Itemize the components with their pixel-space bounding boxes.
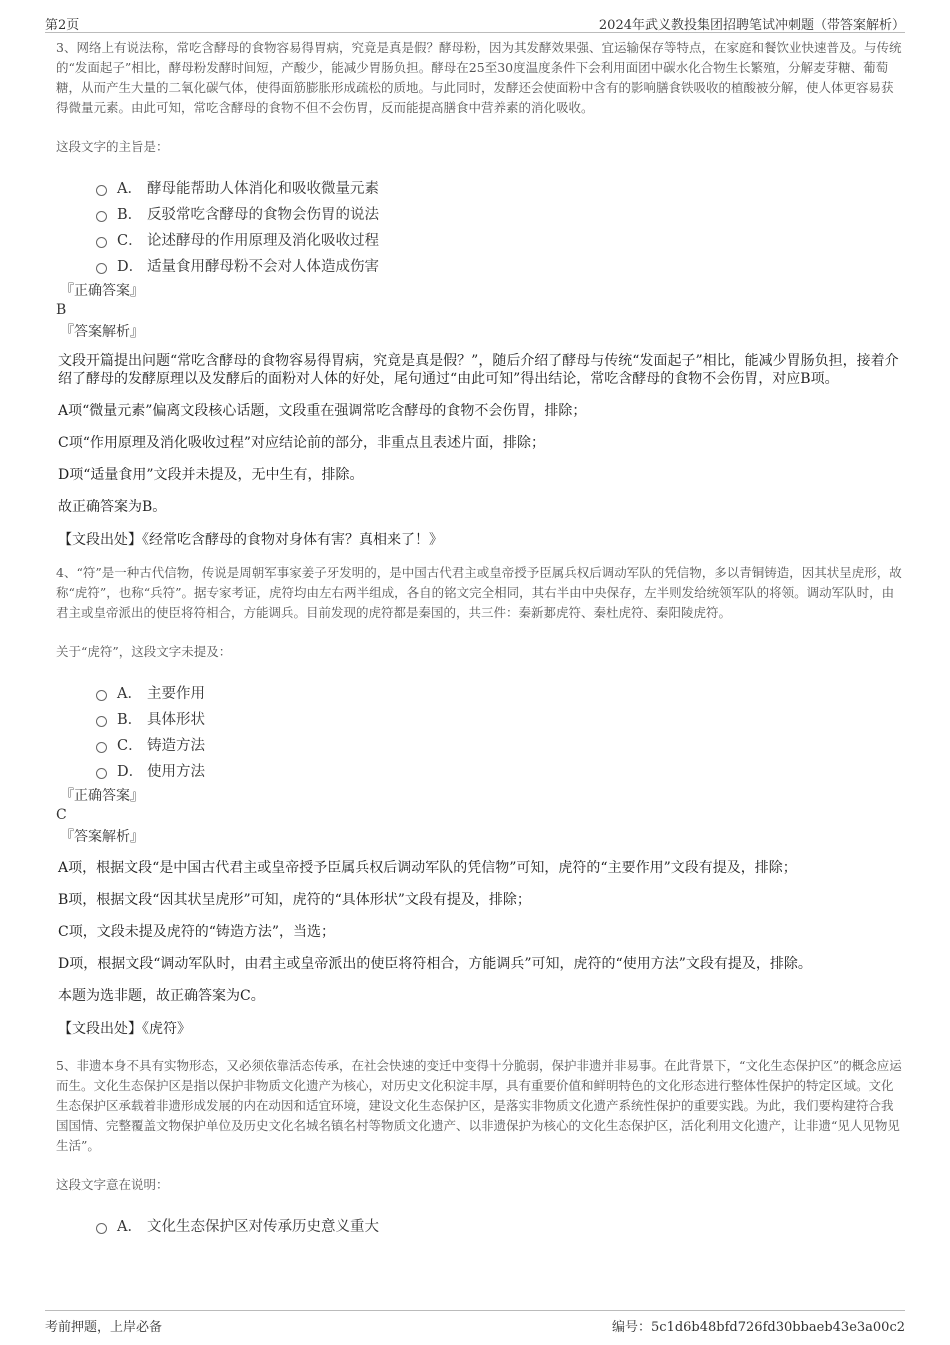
analysis-paragraph: C项，文段未提及虎符的“铸造方法”，当选；: [58, 924, 336, 940]
option-b[interactable]: B． 反驳常吃含酵母的食物会伤胃的说法: [96, 200, 904, 226]
question-prompt: 这段文字意在说明：: [56, 1177, 169, 1192]
question-text: 4、“符”是一种古代信物，传说是周朝军事家姜子牙发明的，是中国古代君主或皇帝授予臣属兵权后调动军队的凭信物，多以青铜铸造，因其状呈虎形，故称“虎符”，也称“兵符”。据专家考证，虎符均由左右两半组成，各自的铭文完全相同，其右半由中央保存，左半则发给统领军队的将领。调动军队时，由君主或皇帝派出的使臣将符相合，方能调兵。目前发现的虎符都是秦国的，共三件：秦新郪虎符、秦杜虎符、秦阳陵虎符。: [56, 565, 902, 620]
radio-icon[interactable]: [96, 1223, 107, 1234]
analysis-label: 『答案解析』: [60, 829, 144, 845]
option-list: [96, 679, 904, 783]
option-list: [96, 1212, 904, 1238]
radio-icon[interactable]: [96, 716, 107, 727]
analysis-paragraph: 文段开篇提出问题“常吃含酵母的食物容易得胃病，究竟是真是假？”，随后介绍了酵母与传统“发面起子”相比，能减少胃肠负担，接着介绍了酵母的发酵原理以及发酵后的面粉对人体的好处，尾句通过“由此可知”得出结论，常吃含酵母的食物不会伤胃，对应B项。: [58, 353, 899, 387]
radio-icon[interactable]: [96, 237, 107, 248]
analysis-paragraph: D项“适量食用”文段并未提及，无中生有，排除。: [58, 467, 364, 483]
analysis-label: 『答案解析』: [60, 324, 144, 340]
option-list: [96, 174, 904, 278]
option-d[interactable]: D． 使用方法: [96, 757, 904, 783]
analysis-paragraph: C项“作用原理及消化吸收过程”对应结论前的部分，非重点且表述片面，排除；: [58, 435, 546, 451]
radio-icon[interactable]: [96, 742, 107, 753]
correct-answer-label: 『正确答案』: [60, 788, 144, 804]
radio-icon[interactable]: [96, 263, 107, 274]
radio-icon[interactable]: [96, 768, 107, 779]
analysis-paragraph: A项，根据文段“是中国古代君主或皇帝授予臣属兵权后调动军队的凭信物”可知，虎符的“主要作用”文段有提及，排除；: [58, 860, 797, 876]
footer-slogan: 考前押题，上岸必备: [45, 1320, 163, 1335]
analysis-paragraph: B项，根据文段“因其状呈虎形”可知，虎符的“具体形状”文段有提及，排除；: [58, 892, 531, 908]
correct-answer: C: [56, 807, 67, 823]
question-prompt: 关于“虎符”，这段文字未提及：: [56, 644, 232, 659]
radio-icon[interactable]: [96, 211, 107, 222]
document-code: 编号：5c1d6b48bfd726fd30bbaeb43e3a00c2: [612, 1320, 905, 1335]
radio-icon[interactable]: [96, 185, 107, 196]
analysis-paragraph: 故正确答案为B。: [58, 499, 167, 515]
page-content: [56, 38, 904, 1238]
question-text: 3、网络上有说法称，常吃含酵母的食物容易得胃病，究竟是真是假？酵母粉，因为其发酵效果强、宜运输保存等特点，在家庭和餐饮业快速普及。与传统的“发面起子”相比，酵母粉发酵时间短，产酸少，能减少胃肠负担。酵母在25至30度温度条件下会利用面团中碳水化合物生长繁殖，分解麦芽糖、葡萄糖，从而产生大量的二氧化碳气体，使得面筋膨胀形成疏松的质地。与此同时，发酵还会使面粉中含有的影响膳食铁吸收的植酸被分解，使人体更容易获得微量元素。由此可知，常吃含酵母的食物不但不会伤胃，反而能提高膳食中营养素的消化吸收。: [56, 40, 902, 115]
page-footer: [45, 1310, 905, 1335]
option-a[interactable]: A． 酵母能帮助人体消化和吸收微量元素: [96, 174, 904, 200]
document-title: 2024年武义教投集团招聘笔试冲刺题（带答案解析）: [598, 18, 905, 33]
analysis-paragraph: D项，根据文段“调动军队时，由君主或皇帝派出的使臣将符相合，方能调兵”可知，虎符的“使用方法”文段有提及，排除。: [58, 956, 812, 972]
correct-answer-label: 『正确答案』: [60, 283, 144, 299]
page-number: 第2页: [45, 18, 80, 33]
question-prompt: 这段文字的主旨是：: [56, 139, 169, 154]
option-b[interactable]: B． 具体形状: [96, 705, 904, 731]
question-3: [56, 38, 904, 549]
question-5: [56, 1056, 904, 1238]
source-citation: 【文段出处】《经常吃含酵母的食物对身体有害？真相来了！》: [58, 532, 443, 548]
option-d[interactable]: D． 适量食用酵母粉不会对人体造成伤害: [96, 252, 904, 278]
analysis-paragraph: A项“微量元素”偏离文段核心话题，文段重在强调常吃含酵母的食物不会伤胃，排除；: [58, 403, 587, 419]
option-a[interactable]: A． 文化生态保护区对传承历史意义重大: [96, 1212, 904, 1238]
radio-icon[interactable]: [96, 690, 107, 701]
analysis-paragraph: 本题为选非题，故正确答案为C。: [58, 988, 265, 1004]
option-c[interactable]: C． 论述酵母的作用原理及消化吸收过程: [96, 226, 904, 252]
question-4: [56, 563, 904, 1038]
question-text: 5、非遗本身不具有实物形态，又必须依靠活态传承，在社会快速的变迁中变得十分脆弱，保护非遗并非易事。在此背景下，“文化生态保护区”的概念应运而生。文化生态保护区是指以保护非物质文化遗产为核心，对历史文化积淀丰厚，具有重要价值和鲜明特色的文化形态进行整体性保护的特定区域。文化生态保护区承载着非遗形成发展的内在动因和适宜环境，建设文化生态保护区，是落实非物质文化遗产系统性保护的重要实践。为此，我们要构建符合我国国情、完整覆盖文物保护单位及历史文化名城名镇名村等物质文化遗产、以非遗保护为核心的文化生态保护区，活化利用文化遗产，让非遗“见人见物见生活”。: [56, 1058, 902, 1153]
option-a[interactable]: A． 主要作用: [96, 679, 904, 705]
correct-answer: B: [56, 302, 67, 318]
page-header: [45, 10, 905, 33]
source-citation: 【文段出处】《虎符》: [58, 1021, 191, 1037]
option-c[interactable]: C． 铸造方法: [96, 731, 904, 757]
